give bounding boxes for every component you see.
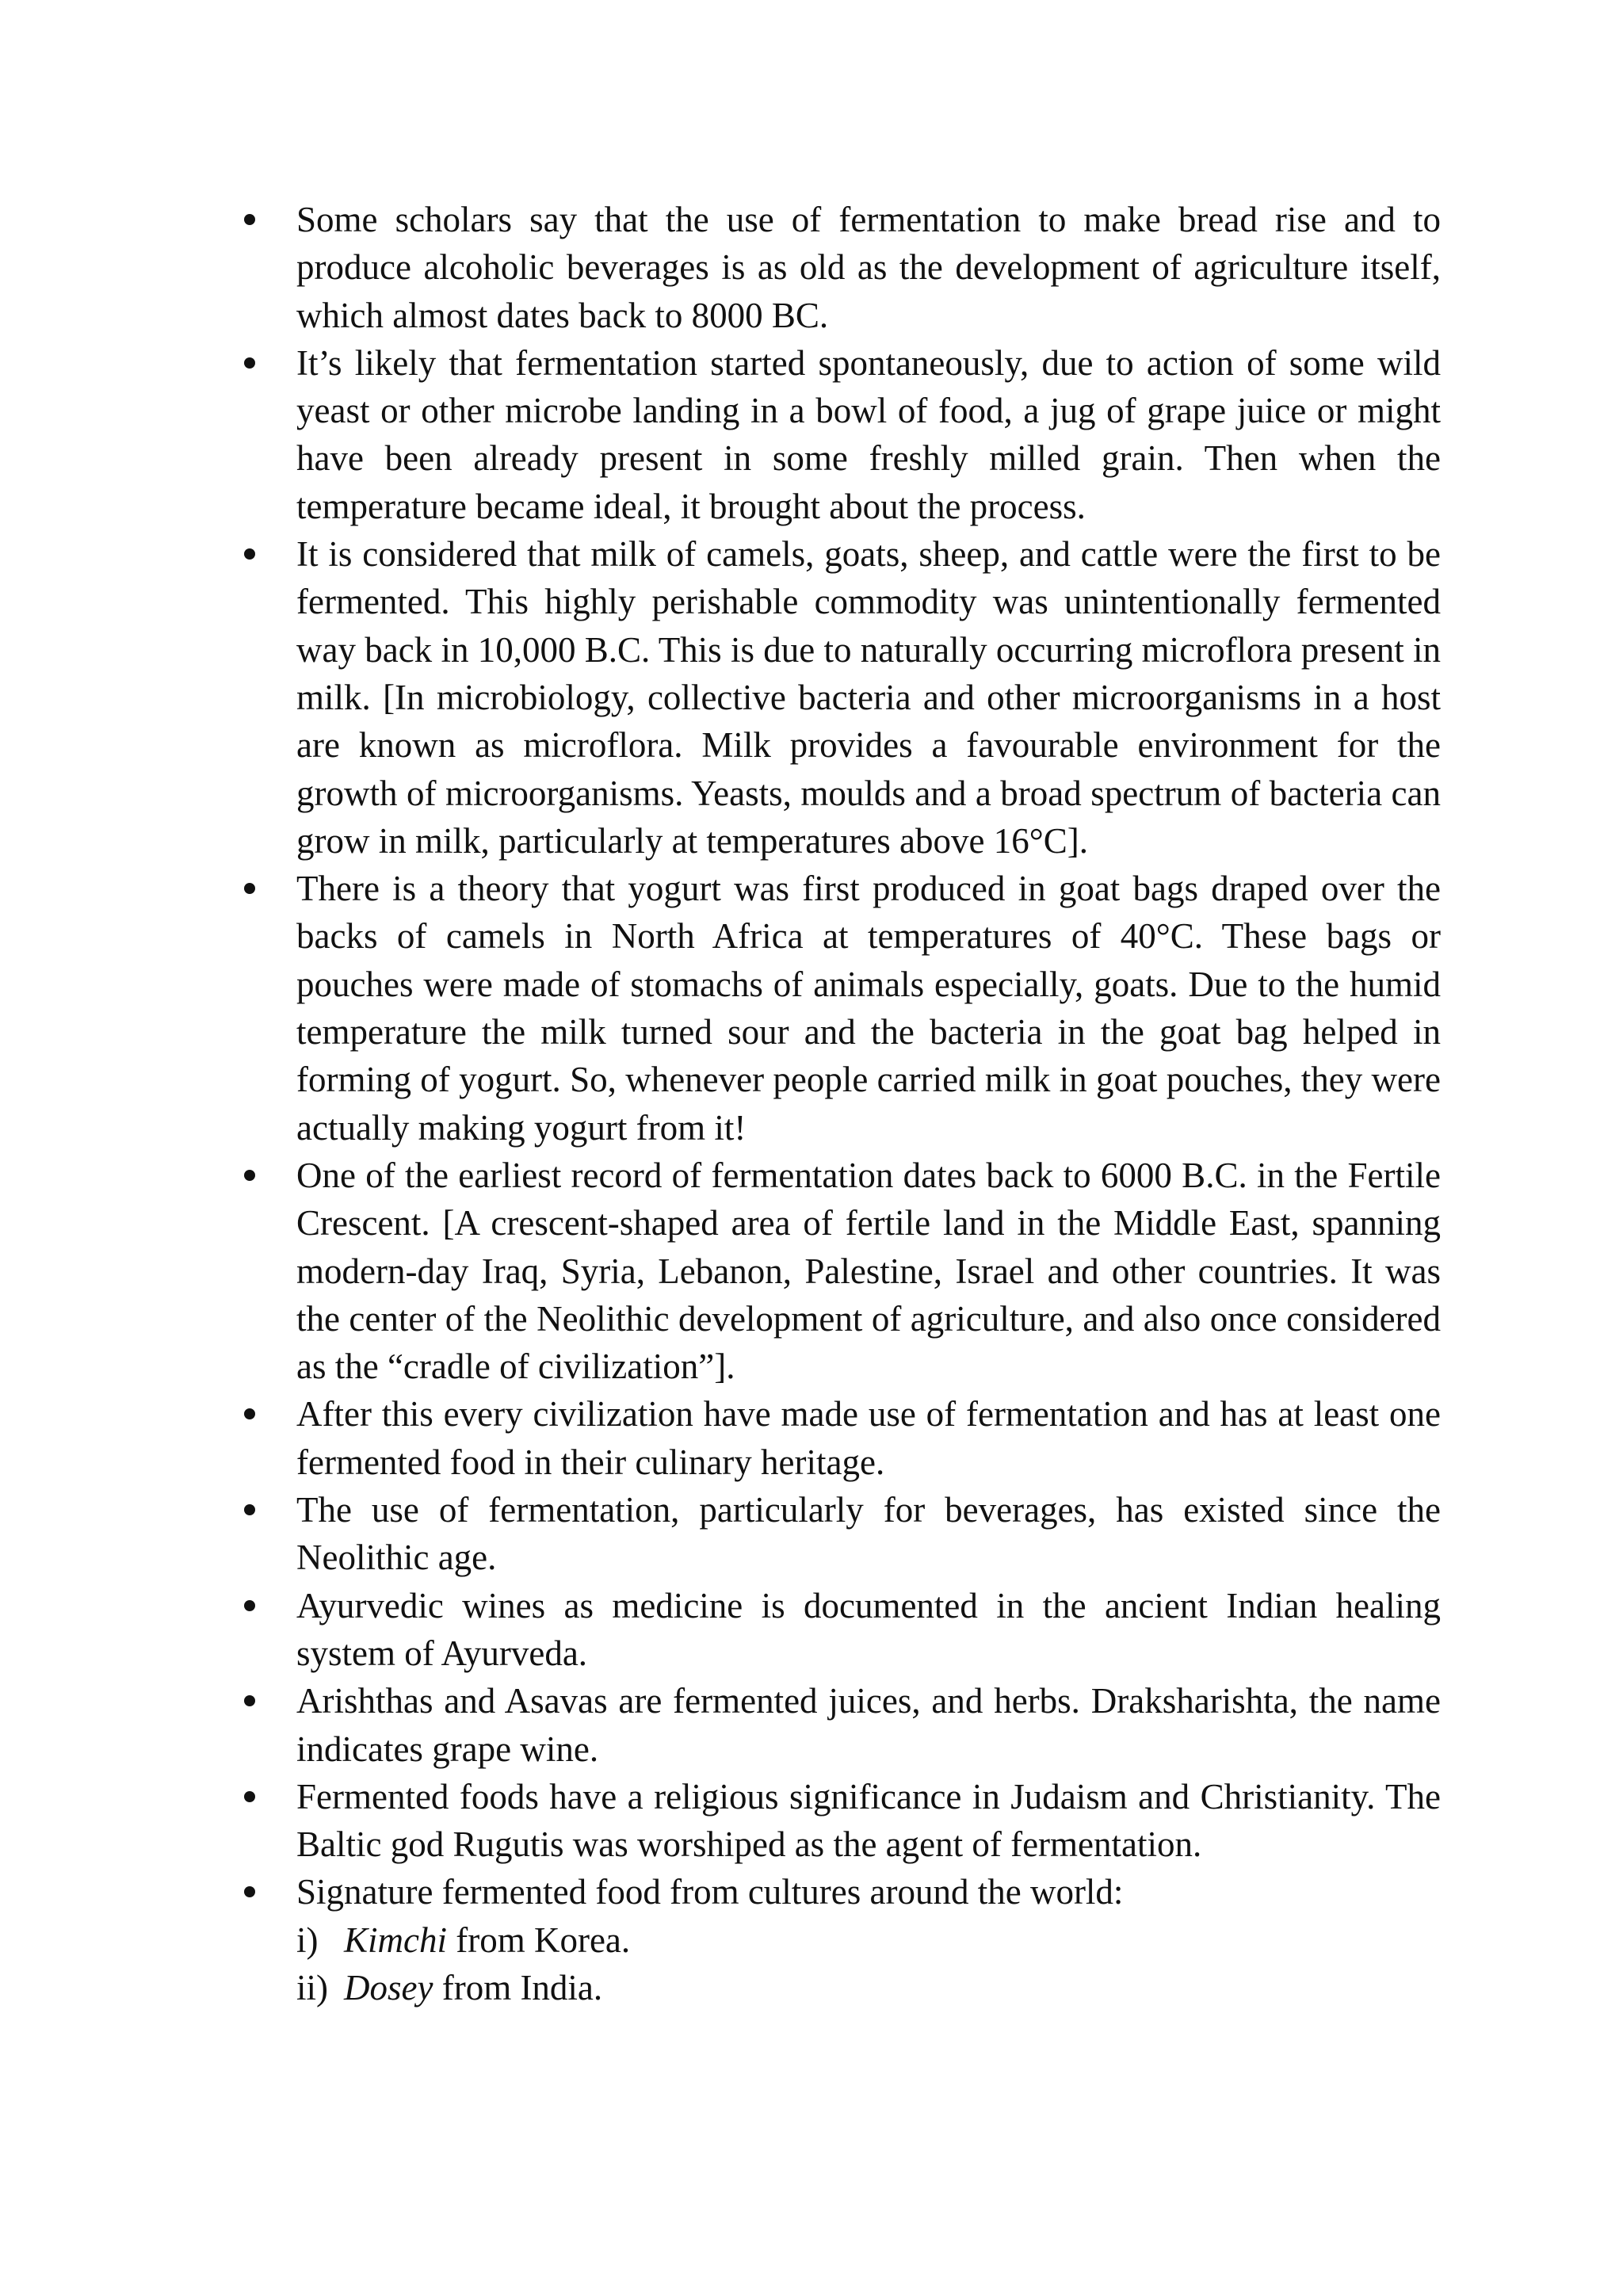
list-item <box>238 530 1441 865</box>
bullet-text: Some scholars say that the use of fermentation to make bread rise and to produce alcoholic beverages is as old as the development of agriculture itself, which almost dates back to 8000 BC. <box>296 200 1441 335</box>
bullet-text: Ayurvedic wines as medicine is documented in the ancient Indian healing system of Ayurveda. <box>296 1585 1441 1673</box>
bullet-icon <box>244 883 255 894</box>
bullet-list <box>238 196 1441 2011</box>
food-origin: from Korea. <box>447 1920 631 1960</box>
list-item <box>238 1390 1441 1486</box>
bullet-icon <box>244 357 255 369</box>
list-item <box>238 1152 1441 1390</box>
list-item <box>238 1486 1441 1582</box>
bullet-text: Fermented foods have a religious significance in Judaism and Christianity. The Baltic god Rugutis was worshiped as the agent of fermentation. <box>296 1776 1441 1865</box>
bullet-text: One of the earliest record of fermentation dates back to 6000 B.C. in the Fertile Crescent. [A crescent-shaped area of fertile land in the Middle East, spanning modern-day Iraq, Syria, Lebanon, Palestine, Israel and other countries. It was the center of the Neolithic development of agriculture, and also once considered as the “cradle of civilization”]. <box>296 1155 1441 1387</box>
list-item <box>238 1582 1441 1678</box>
bullet-text: It’s likely that fermentation started spontaneously, due to action of some wild yeast or other microbe landing in a bowl of food, a jug of grape juice or might have been already present in some freshly milled grain. Then when the temperature became ideal, it brought about the process. <box>296 342 1441 526</box>
food-origin: from India. <box>433 1967 603 2008</box>
list-item <box>238 1677 1441 1773</box>
food-name: Kimchi <box>344 1920 447 1960</box>
list-item <box>238 1773 1441 1869</box>
food-name: Dosey <box>344 1967 433 2008</box>
bullet-icon <box>244 214 255 225</box>
bullet-icon <box>244 1408 255 1419</box>
bullet-text: Signature fermented food from cultures around the world: <box>296 1872 1124 1912</box>
bullet-text: There is a theory that yogurt was first produced in goat bags draped over the backs of camels in North Africa at temperatures of 40°C. These bags or pouches were made of stomachs of animals especially, goats. Due to the humid temperature the milk turned sour and the bacteria in the goat bag helped in forming of yogurt. So, whenever people carried milk in goat pouches, they were actually making yogurt from it! <box>296 869 1441 1148</box>
bullet-icon <box>244 1600 255 1611</box>
fermented-food-sublist <box>296 1916 1441 2012</box>
bullet-text: The use of fermentation, particularly for beverages, has existed since the Neolithic age. <box>296 1490 1441 1578</box>
bullet-text: Arishthas and Asavas are fermented juices, and herbs. Draksharishta, the name indicates grape wine. <box>296 1681 1441 1769</box>
sublist-item <box>296 1964 1441 2011</box>
sublist-number: ii) <box>296 1967 328 2008</box>
list-item <box>238 1868 1441 2011</box>
sublist-number: i) <box>296 1920 319 1960</box>
bullet-icon <box>244 1504 255 1515</box>
sublist-item <box>296 1916 1441 1964</box>
bullet-icon <box>244 548 255 560</box>
bullet-text: It is considered that milk of camels, goats, sheep, and cattle were the first to be fermented. This highly perishable commodity was unintentionally fermented way back in 10,000 B.C. This is due to naturally occurring microflora present in milk. [In microbiology, collective bacteria and other microorganisms in a host are known as microflora. Milk provides a favourable environment for the growth of microorganisms. Yeasts, moulds and a broad spectrum of bacteria can grow in milk, particularly at temperatures above 16°C]. <box>296 534 1441 861</box>
list-item <box>238 196 1441 339</box>
bullet-text: After this every civilization have made use of fermentation and has at least one fermented food in their culinary heritage. <box>296 1394 1441 1482</box>
bullet-icon <box>244 1170 255 1181</box>
list-item <box>238 865 1441 1152</box>
bullet-icon <box>244 1886 255 1897</box>
list-item <box>238 339 1441 530</box>
bullet-icon <box>244 1695 255 1706</box>
bullet-icon <box>244 1791 255 1802</box>
